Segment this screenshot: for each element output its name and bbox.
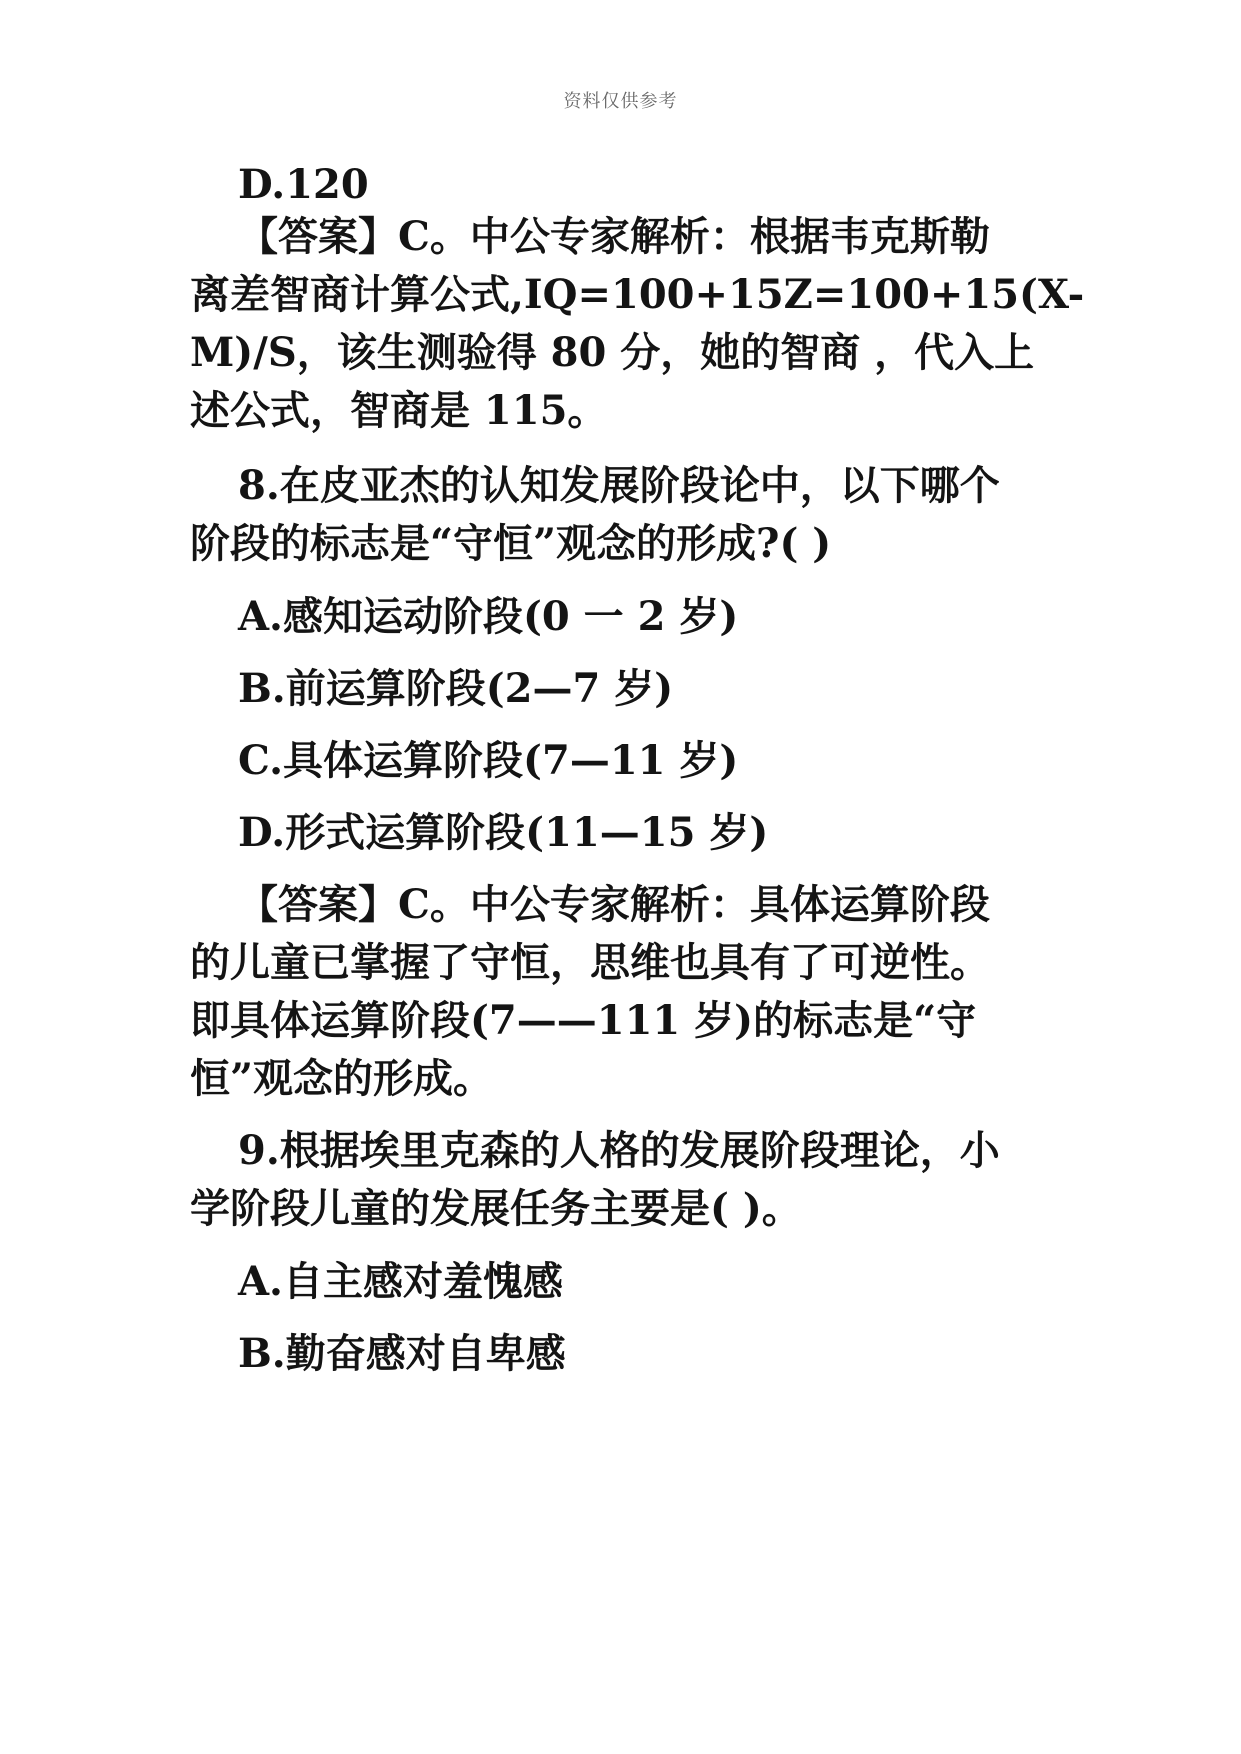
answer-q8-line-3: 即具体运算阶段(7——111 岁)的标志是“守 (190, 997, 977, 1044)
question-9-line-1: 9.根据埃里克森的人格的发展阶段理论，小 (238, 1127, 1000, 1174)
option-b-q8: B.前运算阶段(2—7 岁) (238, 665, 674, 712)
option-a-q8: A.感知运动阶段(0 一 2 岁) (238, 593, 739, 640)
option-d-q7: D.120 (238, 161, 369, 208)
option-d-q8: D.形式运算阶段(11—15 岁) (238, 809, 769, 856)
answer-q8-line-1: 【答案】C。中公专家解析：具体运算阶段 (238, 881, 990, 928)
option-b-q9: B.勤奋感对自卑感 (238, 1330, 566, 1377)
question-9-line-2: 学阶段儿童的发展任务主要是( )。 (190, 1185, 802, 1232)
answer-q8-line-4: 恒”观念的形成。 (190, 1055, 494, 1102)
answer-q7-line-1: 【答案】C。中公专家解析：根据韦克斯勒 (238, 213, 990, 260)
page-header: 资料仅供参考 (563, 91, 678, 112)
question-8-line-1: 8.在皮亚杰的认知发展阶段论中，以下哪个 (238, 462, 1000, 509)
answer-q7-line-2: 离差智商计算公式,IQ=100+15Z=100+15(X- (190, 271, 1085, 318)
option-c-q8: C.具体运算阶段(7—11 岁) (238, 737, 739, 784)
option-a-q9: A.自主感对羞愧感 (238, 1258, 563, 1305)
question-8-line-2: 阶段的标志是“守恒”观念的形成?( ) (190, 520, 832, 567)
answer-q7-line-4: 述公式，智商是 115。 (190, 387, 608, 434)
answer-q8-line-2: 的儿童已掌握了守恒，思维也具有了可逆性。 (190, 939, 990, 986)
answer-q7-line-3: M)/S，该生测验得 80 分，她的智商 ，代入上 (190, 329, 1035, 376)
